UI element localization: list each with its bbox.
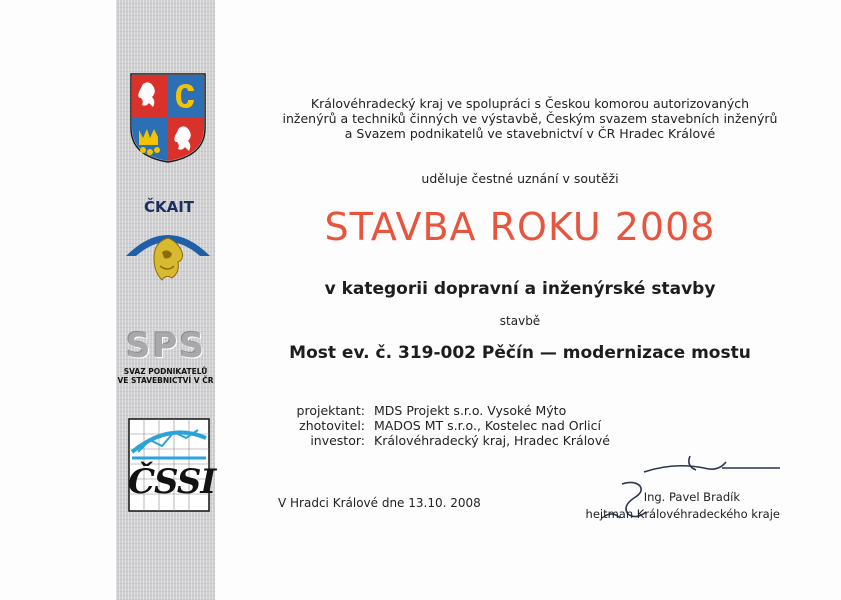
- intro-line-3: a Svazem podnikatelů ve stavebnictví v ČR Hradec Králové: [344, 126, 716, 141]
- sps-logo-subtitle-1: SVAZ PODNIKATELŮ: [123, 367, 208, 376]
- competition-title: STAVBA ROKU 2008: [324, 205, 716, 249]
- role-contractor-label: zhotovitel:: [299, 418, 365, 433]
- award-line: uděluje čestné uznání v soutěži: [421, 171, 619, 186]
- date-line: V Hradci Králové dne 13.10. 2008: [278, 496, 481, 510]
- cssi-logo-label: ČSSI: [128, 462, 216, 502]
- building-name: Most ev. č. 319-002 Pěčín — modernizace mostu: [289, 343, 751, 363]
- role-investor-value: Královéhradecký kraj, Hradec Králové: [374, 433, 610, 448]
- role-designer-value: MDS Projekt s.r.o. Vysoké Mýto: [374, 403, 567, 418]
- sps-logo-subtitle-2: VE STAVEBNICTVÍ V ČR: [117, 376, 214, 385]
- category-line: v kategorii dopravní a inženýrské stavby: [324, 279, 716, 299]
- to-building-label: stavbě: [499, 314, 541, 328]
- intro-line-1: Královéhradecký kraj ve spolupráci s Českou komorou autorizovaných: [310, 96, 750, 111]
- sps-logo: SPS: [126, 326, 206, 366]
- signer-title: hejtman Královéhradeckého kraje: [585, 507, 780, 521]
- ckait-logo-label: ČKAIT: [143, 198, 195, 216]
- role-contractor-value: MADOS MT s.r.o., Kostelec nad Orlicí: [374, 418, 601, 433]
- signer-name: Ing. Pavel Bradík: [643, 490, 740, 504]
- role-investor-label: investor:: [310, 433, 365, 448]
- coat-of-arms-logo: [129, 72, 207, 164]
- intro-line-2: inženýrů a techniků činných ve výstavbě, Českým svazem stavebních inženýrů: [282, 111, 778, 126]
- role-designer-label: projektant:: [296, 403, 365, 418]
